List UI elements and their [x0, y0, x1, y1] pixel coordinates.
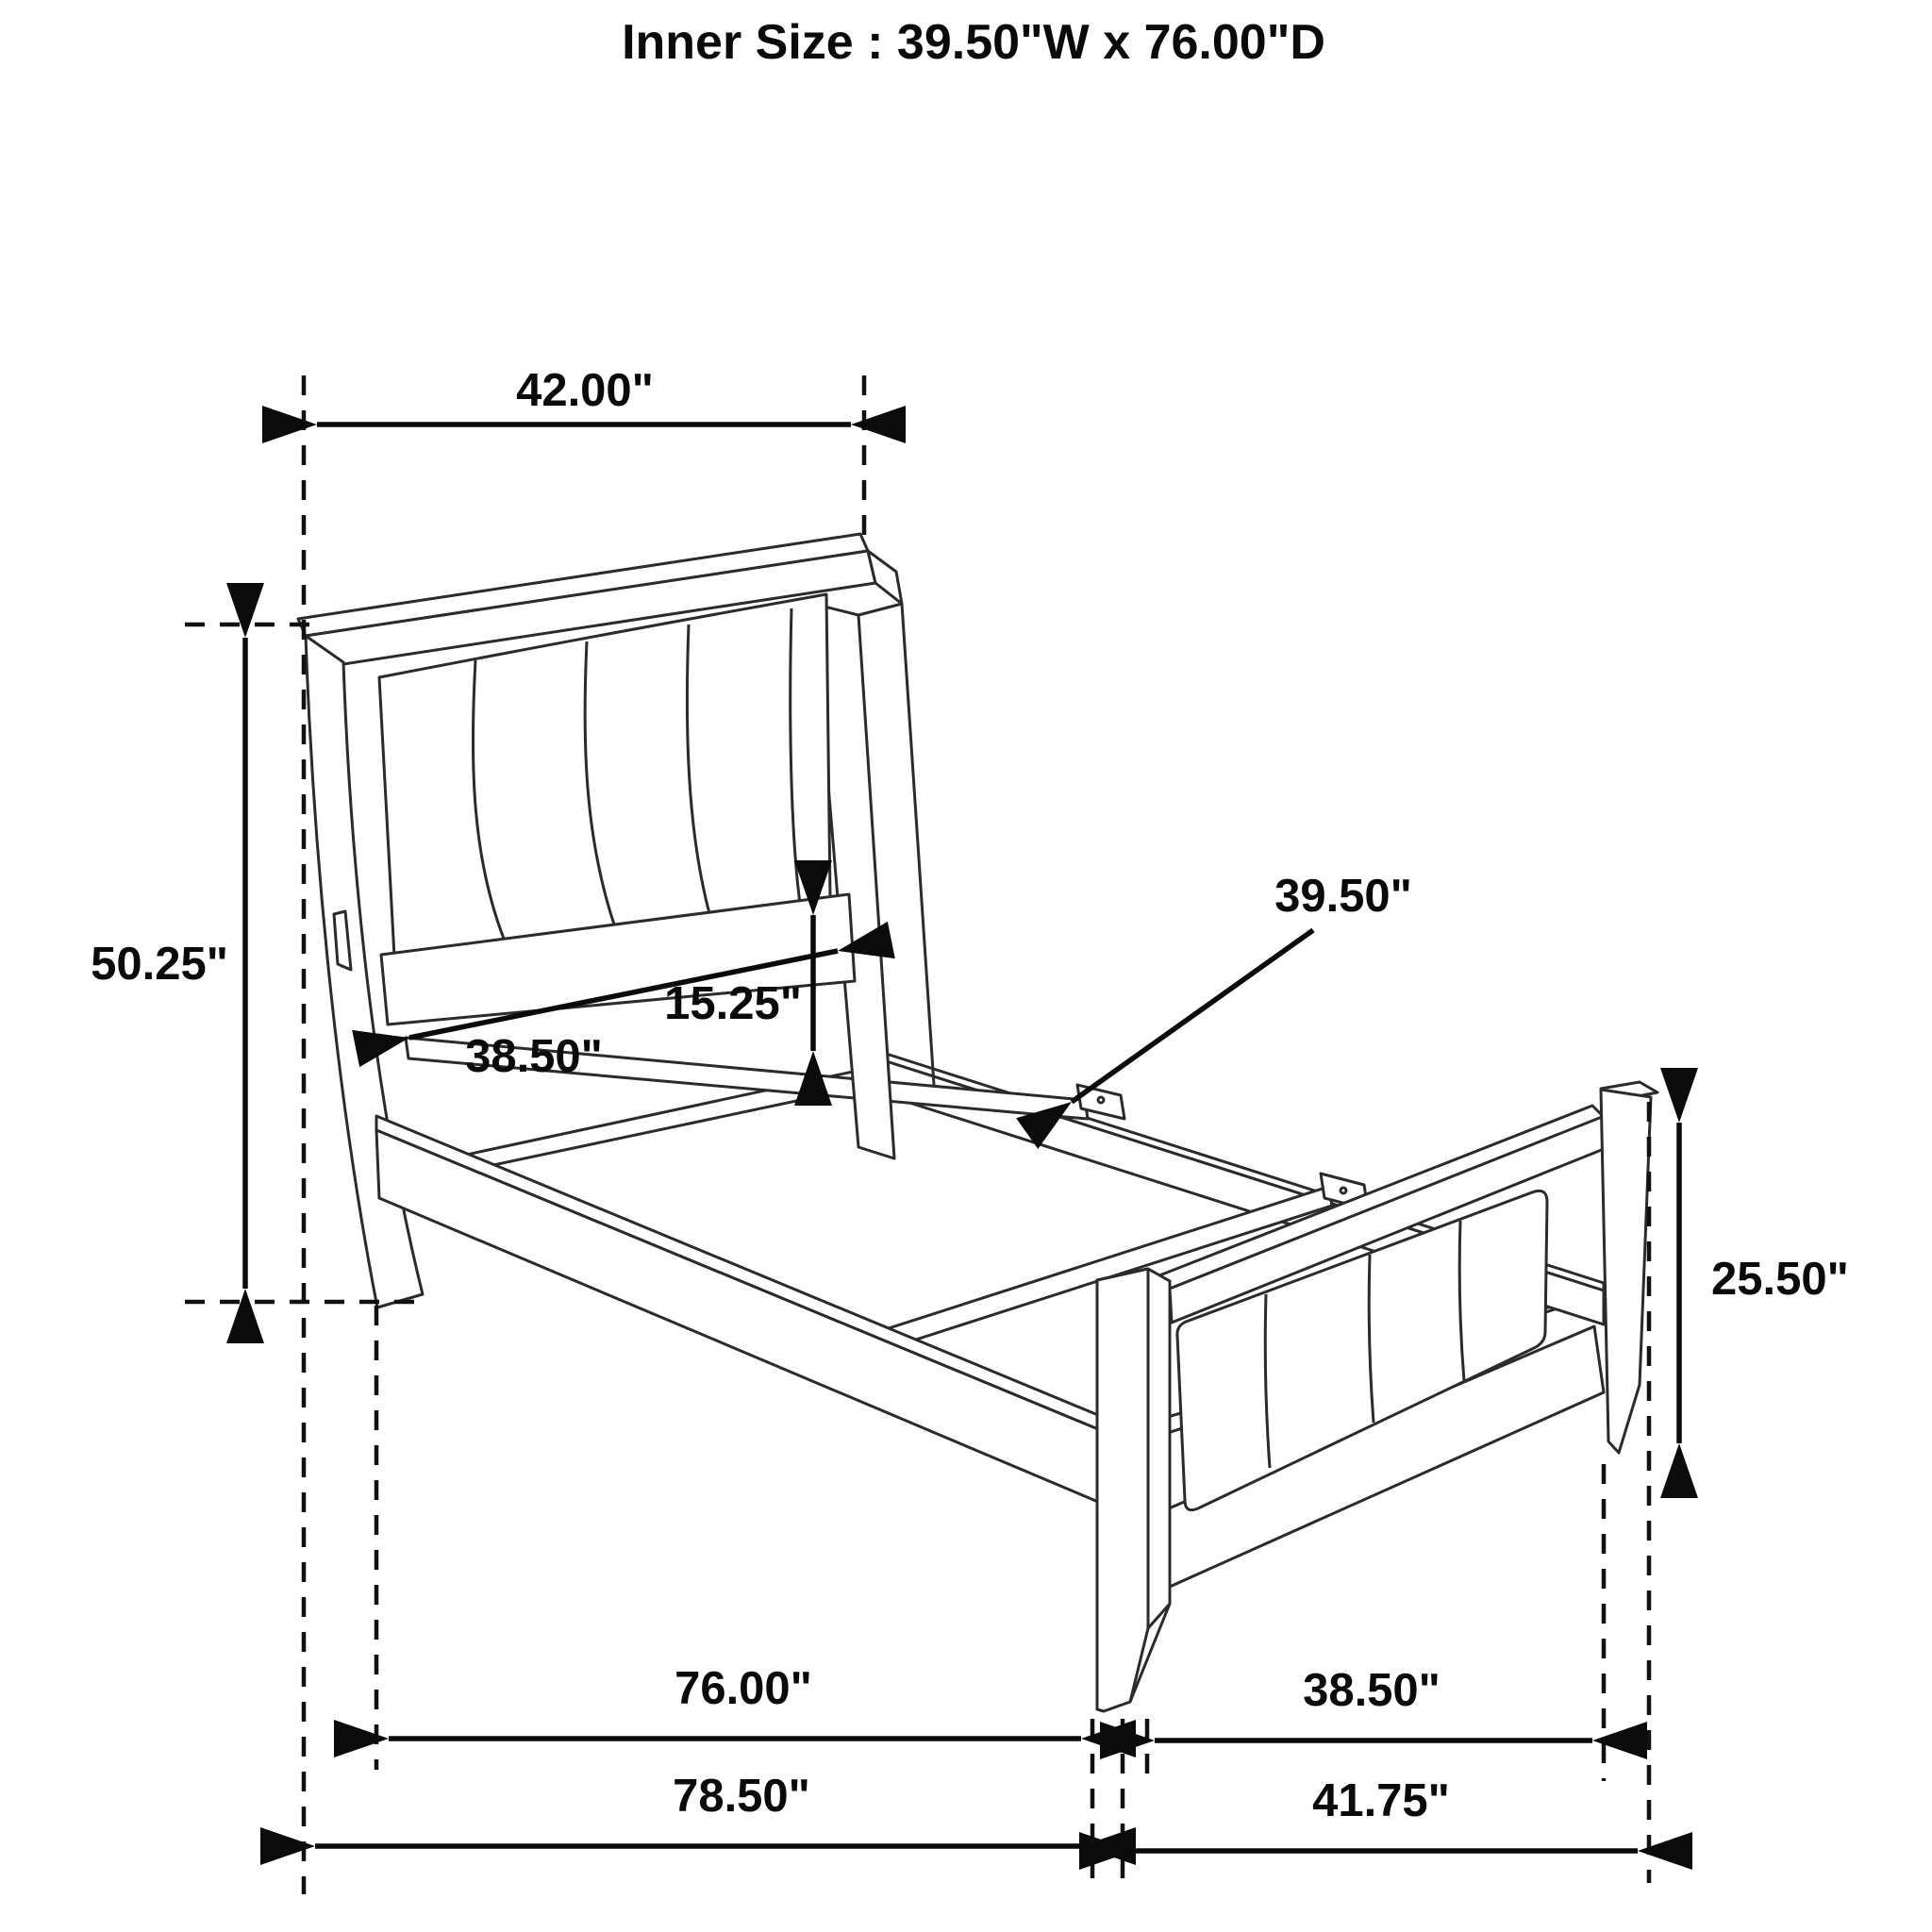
footboard-far-post — [1601, 1090, 1651, 1453]
dim-label-rail-height: 15.25" — [664, 978, 802, 1029]
dim-label-headboard-width: 42.00" — [516, 365, 654, 416]
dim-label-footboard-height: 25.50" — [1711, 1254, 1849, 1305]
bed-frame-drawing — [298, 534, 1657, 1711]
dim-label-overall-length: 78.50" — [673, 1771, 810, 1822]
dim-label-footboard-inner-width: 38.50" — [1303, 1665, 1441, 1716]
dim-label-headboard-height: 50.25" — [91, 939, 228, 990]
dim-label-overall-width: 41.75" — [1312, 1775, 1450, 1826]
dim-label-inner-length: 76.00" — [675, 1663, 812, 1714]
dim-label-headboard-inner-width: 38.50" — [465, 1031, 603, 1082]
footboard-near-post — [1097, 1269, 1148, 1711]
dim-label-slat-length: 39.50" — [1274, 871, 1412, 922]
diagram-title: Inner Size : 39.50"W x 76.00"D — [622, 15, 1325, 70]
leader-arrow-slat — [1072, 930, 1313, 1102]
